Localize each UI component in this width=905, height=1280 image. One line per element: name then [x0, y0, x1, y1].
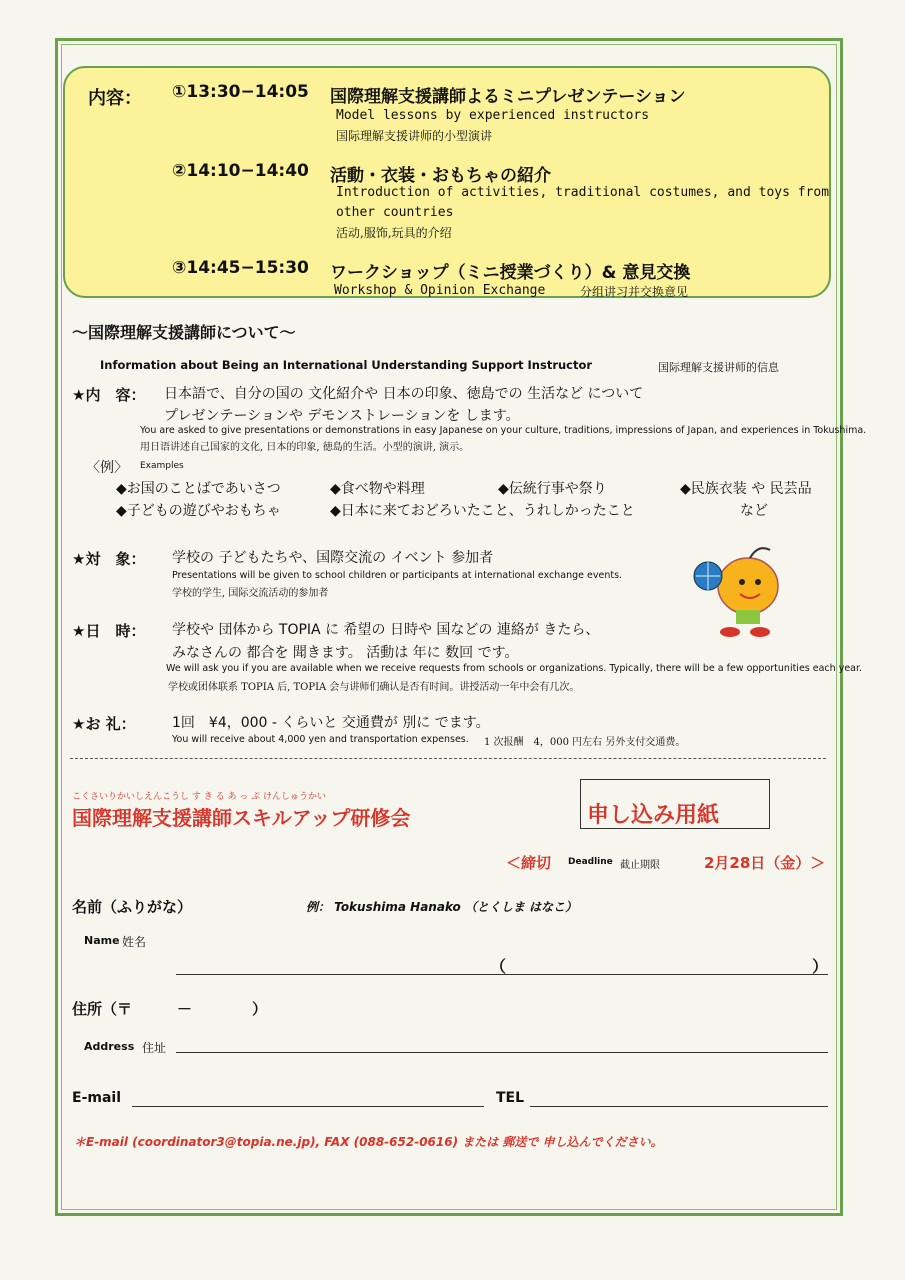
schedule-title-2: 活動・衣装・おもちゃの紹介: [330, 166, 551, 186]
example-item: など: [740, 503, 768, 519]
schedule-zh-3: 分组讲习并交换意见: [580, 285, 689, 299]
deadline-date: 2月28日（金）＞: [704, 854, 826, 872]
schedule-info-zh: 学校或团体联系 TOPIA 后, TOPIA 会与讲师们确认是否有时间。讲授活动一年中会有几次。: [168, 682, 580, 693]
schedule-info-jp-2: みなさんの 都合を 聞きます。 活動は 年に 数回 です。: [172, 645, 519, 661]
schedule-info-label: ★日 時：: [72, 622, 146, 640]
examples-label: 〈例〉: [86, 460, 128, 476]
fee-label: ★お 礼：: [72, 715, 136, 733]
application-title: 申し込み用紙: [587, 803, 720, 828]
examples-en: Examples: [140, 461, 184, 471]
example-item: ◆民族衣装 や 民芸品: [680, 481, 812, 497]
schedule-time-3: ③14:45−15:30: [172, 258, 309, 278]
fee-zh: 1 次报酬 4，000 円左右 另外支付交通费。: [484, 737, 686, 748]
deadline-zh: 截止期限: [620, 860, 660, 871]
name-label: 名前（ふりがな）: [72, 898, 193, 916]
target-zh: 学校的学生, 国际交流活动的参加者: [172, 588, 329, 599]
email-input-line[interactable]: [132, 1106, 484, 1107]
schedule-title-1: 国際理解支援講師よるミニプレゼンテーション: [330, 87, 686, 107]
target-en: Presentations will be given to school children or participants at international exchange events.: [172, 570, 623, 581]
email-label: E-mail: [72, 1090, 122, 1106]
content-en: You are asked to give presentations or demonstrations in easy Japanese on your culture, traditions, impressions of Japan, and experiences in Tokushima.: [140, 425, 867, 436]
name-paren-close: ）: [812, 957, 829, 976]
name-en: Name: [84, 934, 120, 947]
name-zh: 姓名: [122, 935, 147, 949]
section-divider: [70, 758, 826, 759]
content-jp-1: 日本語で、自分の国の 文化紹介や 日本の印象、徳島での 生活など について: [164, 386, 644, 402]
schedule-en-2b: other countries: [336, 205, 454, 220]
target-jp: 学校の 子どもたちや、国際交流の イベント 参加者: [172, 550, 494, 566]
deadline-label: ＜締切: [506, 854, 552, 872]
fee-en: You will receive about 4,000 yen and transportation expenses.: [172, 734, 469, 745]
schedule-title-3: ワークショップ（ミニ授業づくり）& 意見交換: [330, 263, 691, 283]
content-jp-2: プレゼンテーションや デモンストレーションを します。: [164, 408, 520, 424]
tel-input-line[interactable]: [530, 1106, 828, 1107]
about-zh: 国际理解支援讲师的信息: [658, 361, 779, 374]
fee-jp: 1回 ¥4，000 - くらいと 交通費が 別に でます。: [172, 715, 490, 731]
schedule-en-3: Workshop & Opinion Exchange: [334, 283, 546, 298]
example-item: ◆お国のことばであいさつ: [116, 481, 281, 497]
form-title-ruby: こくさいりかいしえんこうし す き る あ っ ぷ けんしゅうかい: [72, 792, 327, 802]
name-example: 例： Tokushima Hanako （とくしま はなこ）: [306, 900, 578, 914]
schedule-label: 内容：: [88, 88, 142, 109]
about-heading: 〜国際理解支援講師について〜: [72, 323, 296, 342]
example-item: ◆食べ物や料理: [330, 481, 425, 497]
address-en: Address: [84, 1040, 135, 1053]
footer-note: ＊E-mail (coordinator3@topia.ne.jp), FAX (088-652-0616) または 郵送で 申し込んでください。: [74, 1135, 663, 1149]
schedule-info-jp-1: 学校や 団体から TOPIA に 希望の 日時や 国などの 連絡が きたら、: [172, 622, 600, 638]
address-zh: 住址: [142, 1041, 167, 1055]
schedule-en-1: Model lessons by experienced instructors: [336, 108, 650, 123]
name-input-line[interactable]: [176, 974, 828, 975]
tel-label: TEL: [496, 1090, 525, 1106]
schedule-en-2: Introduction of activities, traditional costumes, and toys from: [336, 185, 830, 200]
schedule-time-1: ①13:30−14:05: [172, 82, 309, 102]
target-label: ★対 象：: [72, 550, 146, 568]
about-en: Information about Being an International Understanding Support Instructor: [100, 358, 593, 372]
example-item: ◆伝統行事や祭り: [498, 481, 607, 497]
name-paren-open: （: [490, 957, 507, 976]
content-zh: 用日语讲述自己国家的文化, 日本的印象, 徳島的生活。小型的演讲, 演示。: [140, 442, 470, 453]
form-title: 国際理解支援講師スキルアップ研修会: [72, 806, 411, 830]
schedule-info-en: We will ask you if you are available when we receive requests from schools or organizations. Typically, there will be a few opportunities each year.: [166, 663, 863, 674]
schedule-zh-1: 国际理解支援讲师的小型演讲: [336, 129, 493, 143]
deadline-en: Deadline: [568, 857, 613, 867]
mascot-illustration: [690, 540, 790, 640]
schedule-zh-2: 活动,服饰,玩具的介绍: [336, 226, 452, 240]
schedule-time-2: ②14:10−14:40: [172, 161, 309, 181]
address-label: 住所（〒 － ）: [72, 1000, 268, 1018]
address-input-line[interactable]: [176, 1052, 828, 1053]
content-label: ★内 容：: [72, 386, 146, 404]
example-item: ◆子どもの遊びやおもちゃ: [116, 503, 281, 519]
example-item: ◆日本に来ておどろいたこと、うれしかったこと: [330, 503, 635, 519]
